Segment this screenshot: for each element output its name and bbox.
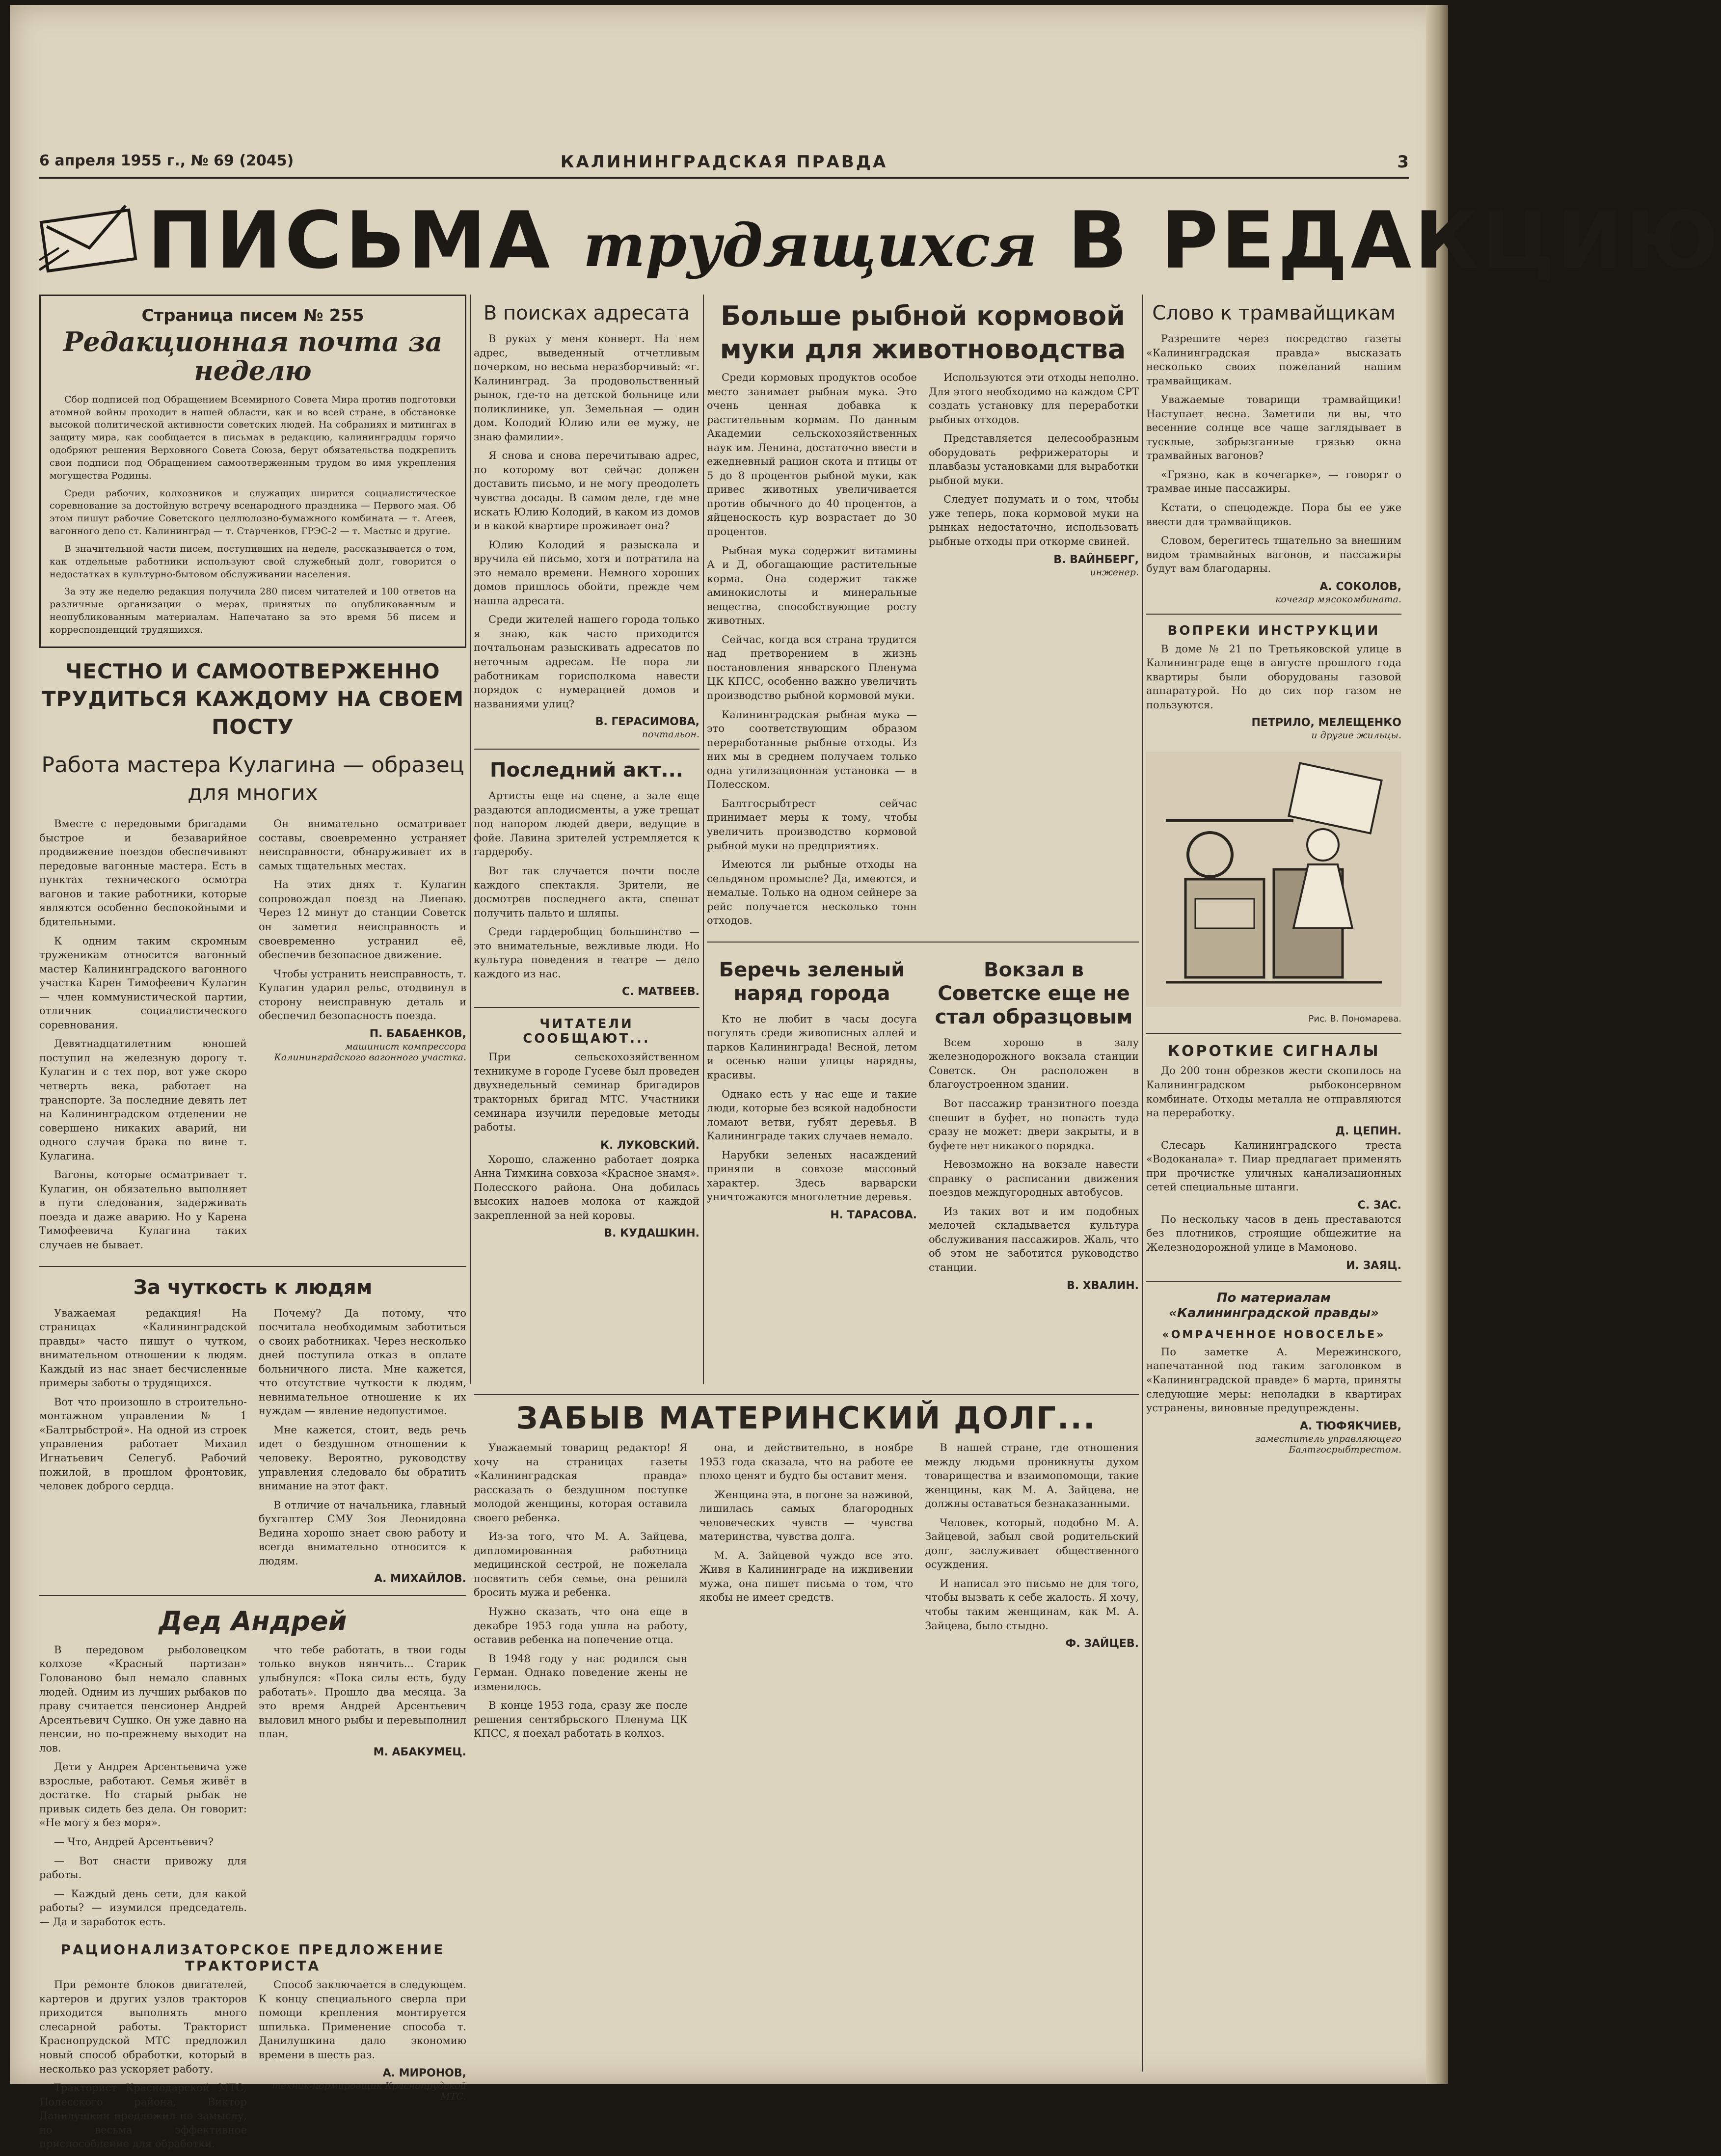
author-signature: В. ХВАЛИН. [1067, 1279, 1139, 1292]
article-paragraph: Кто не любит в часы досуга погулять среди живописных аллей и парков Калининграда! Весной, летом и осенью наши улицы нарядны, красивы. [707, 1013, 917, 1081]
ded-title: Дед Андрей [159, 1606, 347, 1637]
article-paragraph: Из-за того, что М. А. Зайцева, дипломированная работница медицинской сестрой, не пожелала посвятить себя семье, она решила бросить мужа и ребенка. [474, 1531, 688, 1599]
article-paragraph: Чтобы устранить неисправность, т. Кулагин ударил рельс, отодвинул в сторону неисправную деталь и обеспечил безопасность поезда. [259, 968, 467, 1022]
article-paragraph: Уважаемые товарищи трамвайщики! Наступает весна. Заметили ли вы, что весенние солнце все чаще заглядывает в тусклые, забрызганные грязью окна трамвайных вагонов? [1146, 394, 1401, 462]
mail-paragraph: Среди рабочих, колхозников и служащих ширится социалистическое соревнование за достойную встречу всенародного праздника — Первого мая. Об этом пишут рабочие Советского целлюлозно-бумажного комбината — т. Агеев, вагонного депо ст. Калининград — т. Старченков, ГРЭС-2 — т. Мастыс и другие. [50, 487, 456, 537]
column-rule [470, 295, 471, 1384]
article-paragraph: Разрешите через посредство газеты «Калининградская правда» высказать несколько своих пожеланий нашим трамвайщикам. [1146, 333, 1401, 387]
article-paragraph: Сейчас, когда вся страна трудится над претворением в жизнь постановления январского Пленума ЦК КПСС, особенно важно увеличить производство рыбной кормовой муки. [707, 633, 917, 702]
column-rule [1142, 295, 1143, 2072]
author-signature: М. АБАКУМЕЦ. [373, 1746, 466, 1758]
article-paragraph: Уважаемая редакция! На страницах «Калининградской правды» часто пишут о чутком, внимательном отношении к людям. Каждый из нас знает бесчисленные примеры заботы о трудящихся. [39, 1307, 247, 1389]
article-paragraph: Он внимательно осматривает составы, своевременно устраняет неисправности, обнаруживает их в самых тщательных местах. [259, 818, 466, 872]
author-signature: И. ЗАЯЦ. [1346, 1259, 1401, 1272]
author-signature: ПЕТРИЛО, МЕЛЕЩЕНКО [1251, 717, 1401, 729]
signals-title: КОРОТКИЕ СИГНАЛЫ [1167, 1043, 1380, 1060]
envelope-icon [39, 201, 137, 275]
rac-article [39, 1978, 466, 2156]
author-signature: К. ЛУКОВСКИЙ. [600, 1139, 699, 1152]
mail-summary-box [39, 295, 466, 648]
column-rule [703, 295, 704, 1384]
fishmeal-article [707, 371, 1139, 933]
article-paragraph: Вместе с передовыми бригадами быстрое и безаварийное продвижение поездов обеспечивают передовые вагонные мастера. Есть в пунктах технического осмотра вагонов и такие работники, которые являются особенно беспокойными и бдительными. [39, 818, 247, 928]
author-signature: П. БАБАЕНКОВ, [369, 1027, 466, 1040]
chutkost-title: За чуткость к людям [133, 1276, 373, 1299]
newspaper-page [10, 5, 1721, 2150]
article-paragraph: Балтгосрыбтрест сейчас принимает меры к тому, чтобы увеличить производство кормовой рыбной муки на предприятиях. [707, 797, 917, 852]
banner-left: ПИСЬМА [147, 194, 553, 286]
article-paragraph: «Грязно, как в кочегарке», — говорят о трамвае иные пассажиры. [1146, 468, 1401, 495]
article-paragraph: В отличие от начальника, главный бухгалтер СМУ Зоя Леонидовна Ведина хорошо знает свою работу и всегда внимательно относится к людям. [259, 1499, 466, 1567]
column-4 [1146, 295, 1401, 1461]
column-1 [39, 295, 466, 2156]
materials-title: По материалам «Калининградской правды» [1168, 1290, 1379, 1321]
page-edge [1426, 5, 1448, 2084]
divider [707, 942, 1139, 943]
article-paragraph: Уважаемый товарищ редактор! Я хочу на страницах газеты «Калининградская правда» рассказать о бездушном поступке молодой женщины, которая оставила своего ребенка. [474, 1442, 688, 1524]
divider [474, 1394, 1139, 1395]
author-signature: Д. ЦЕПИН. [1335, 1125, 1401, 1137]
article-paragraph: М. А. Зайцевой чуждо все это. Живя в Калининграде на иждивении мужа, она пишет письма о том, что якобы не имеет средств. [699, 1549, 914, 1604]
article-paragraph: Я снова и снова перечитываю адрес, по которому вот сейчас должен доставить письмо, и не могу преодолеть чувства досады. В самом деле, где мне искать Юлию Колодий, в каком из домов и в какой квартире проживает она? [474, 450, 699, 532]
headline-caps: ЧЕСТНО И САМООТВЕРЖЕННО ТРУДИТЬСЯ КАЖДОМУ НА СВОЕМ ПОСТУ [41, 659, 464, 739]
kulagin-title: Работа мастера Кулагина — образец для многих [41, 752, 464, 806]
mail-paragraph: Сбор подписей под Обращением Всемирного Совета Мира против подготовки атомной войны проходит в нашей области, как и во всей стране, в обстановке высокой политической активности советских людей. На собраниях и митингах в защиту мира, как сообщается в письмах в редакцию, калининградцы горячо одобряют решения Верховного Совета Союза, берут обязательства подкрепить свои подписи под Обращением самоотверженным трудом во имя укрепления могущества Родины. [50, 394, 456, 481]
divider [39, 1595, 466, 1596]
readers-report-title: ЧИТАТЕЛИ СООБЩАЮТ... [523, 1017, 650, 1047]
novoselie-title: «ОМРАЧЕННОЕ НОВОСЕЛЬЕ» [1162, 1328, 1386, 1341]
divider [1146, 614, 1401, 615]
article-paragraph: В руках у меня конверт. На нем адрес, выведенный отчетливым почерком, но весьма неразборчивый: «г. Калининград. За продовольственный рынок, где-то на детской больнице или поликлинике, ул. Земельная — один дом. Колодий Юлию или ее мужу, не знаю фамилии». [474, 333, 699, 443]
article-paragraph: При сельскохозяйственном техникуме в городе Гусеве был проведен двухнедельный семинар бригадиров тракторных бригад МТС. Участники семинара изучили передовые методы работы. [474, 1051, 699, 1133]
article-paragraph: На этих днях т. Кулагин сопровождал поезд на Лиепаю. Через 12 минут до станции Советск он заметил неисправность и своевременно устранил её, обеспечив безопасное движение. [259, 879, 466, 961]
author-signature: С. ЗАС. [1357, 1199, 1401, 1212]
article-paragraph: она, и действительно, в ноябре 1953 года сказала, что на работе ее плохо ценят и будто бы оставит меня. [699, 1442, 914, 1482]
debt-columns [474, 1441, 1139, 1746]
debt-title: ЗАБЫВ МАТЕРИНСКИЙ ДОЛГ... [516, 1400, 1097, 1436]
article-paragraph: В нашей стране, где отношения между людьми проникнуты духом товарищества и взаимопомощи, такие женщины, как М. А. Зайцева, не должны оставаться безнаказанными. [925, 1442, 1139, 1510]
dialogue-line: — Что, Андрей Арсентьевич? [54, 1835, 214, 1848]
author-signature: С. МАТВЕЕВ. [621, 986, 699, 998]
article-paragraph: Вот так случается почти после каждого спектакля. Зрители, не досмотрев последнего акта, спешат получить пальто и шляпы. [474, 864, 699, 919]
article-paragraph: По нескольку часов в день преставаются без плотников, строящие общежитие на Железнодорожной улице в Мамоново. [1146, 1213, 1401, 1253]
author-role: заместитель управляющего Балтгосрыбтрестом. [1255, 1433, 1401, 1455]
article-paragraph: Способ заключается в следующем. К концу специального сверла при помощи крепления монтируется шпилька. Применение способа т. Данилушкина дало экономию времени в шесть раз. [259, 1979, 466, 2061]
article-paragraph: Вагоны, которые осматривает т. Кулагин, он обязательно выполняет в пути следования, задерживать поезда и даже аварию. Но у Карена Тимофеевича Кулагина таких случаев не бывает. [39, 1169, 247, 1251]
article-paragraph: Рыбная мука содержит витамины А и Д, обогащающие растительные корма. Она содержит также аминокислоты и минеральные вещества, способствующие росту животных. [707, 544, 917, 627]
author-signature: В. ГЕРАСИМОВА, [595, 716, 699, 728]
column-3 [707, 295, 1139, 1293]
divider [39, 1266, 466, 1267]
author-role: кочегар мясокомбината. [1275, 593, 1401, 605]
mail-title: Редакционная почта за неделю [63, 326, 443, 387]
author-signature: Ф. ЗАЙЦЕВ. [1065, 1638, 1139, 1650]
article-paragraph: что тебе работать, в твои годы только внуков нянчить... Старик улыбнулся: «Пока силы есть, буду работать». Прошло два месяца. За это время Андрей Арсентьевич выловил много рыбы и перевыполнил план. [259, 1644, 466, 1740]
section-banner [39, 191, 1721, 290]
article-paragraph: Нарубки зеленых насаждений приняли в совхозе массовый характер. Здесь варварски уничтожаются многолетние деревья. [707, 1149, 917, 1203]
article-paragraph: Среди кормовых продуктов особое место занимает рыбная мука. Это очень ценная добавка к растительным кормам. По данным Академии сельскохозяйственных наук им. Ленина, достаточно ввести в ежедневный рацион скота и птицы от 5 до 8 процентов рыбной муки, как привес животных увеличивается против обычного до 40 процентов, а яйценоскость кур возрастает до 30 процентов. [707, 372, 917, 538]
article-paragraph: Женщина эта, в погоне за наживой, лишилась самых благородных человеческих чувств — чувства материнства, чувства долга. [699, 1488, 914, 1543]
article-paragraph: При ремонте блоков двигателей, картеров и других узлов тракторов приходится выполнять много слесарной работы. Тракторист Краснопрудской МТС предложил новый способ обработки, который в несколько раз ускоряет работу. [39, 1979, 247, 2075]
article-paragraph: Невозможно на вокзале навести справку о расписании движения поездов междугородных автобусов. [929, 1159, 1139, 1199]
article-paragraph: Нужно сказать, что она еще в декабре 1953 года ушла на работу, оставив ребенка на попечение отца. [474, 1606, 688, 1646]
article-paragraph: Вот что произошло в строительно-монтажном управлении № 1 «Балтрыбстрой». На одной из строек управления работает Михаил Игнатьевич Селегуб. Рабочий пожилой, в прошлом фронтовик, человек доброго сердца. [39, 1396, 247, 1492]
divider [474, 1007, 699, 1008]
dialogue-line: — Каждый день сети, для какой работы? — изумился председатель. — Да и заработок есть. [39, 1887, 247, 1928]
article-paragraph: Почему? Да потому, что посчитала необходимым заботиться о своих работниках. Через несколько дней поступила отказ в оплате больничного листа. Мне кажется, что отсутствие чуткости к людям, невнимательное отношение к их нуждам — явление недопустимое. [259, 1307, 466, 1417]
article-paragraph: Дети у Андрея Арсентьевича уже взрослые, работают. Семья живёт в достатке. Но старый рыбак не привык сидеть без дела. Он говорит: «Не могу я без моря». [39, 1761, 247, 1829]
article-paragraph: Калининградская рыбная мука — это соответствующим образом переработанные рыбные отходы. Из них мы в среднем получаем только одна утилизационная установка — в Полесском. [707, 708, 917, 791]
mail-paragraph: В значительной части писем, поступивших на неделе, рассказывается о том, как отдельные работники используют свой служебный долг, говорится о недостатках в культурно-бытовом обслуживании населения. [50, 543, 456, 580]
issue-date: 6 апреля 1955 г., № 69 (2045) [39, 152, 294, 169]
author-signature: А. МИРОНОВ, [382, 2067, 466, 2079]
voprek-title: ВОПРЕКИ ИНСТРУКЦИИ [1167, 623, 1380, 638]
article-paragraph: Имеются ли рыбные отходы на сельдяном промысле? Да, имеются, и немалые. Только на одном сейнере за рейс получается несколько тонн отходов. [707, 859, 917, 927]
article-paragraph: До 200 тонн обрезков жести скопилось на Калининградском рыбоконсервном комбинате. Отходы металла не отправляются на переработку. [1146, 1065, 1401, 1119]
article-paragraph: Хорошо, слаженно работает доярка Анна Тимкина совхоза «Красное знамя». Полесского района. Она добилась высоких надоев молока от каждой закрепленной за ней коровы. [474, 1153, 699, 1221]
article-paragraph: Мне кажется, стоит, ведь речь идет о бездушном отношении к человеку. Вероятно, руководству управления следовало бы обратить внимание на этот факт. [259, 1424, 466, 1492]
article-paragraph: Словом, берегитесь тщательно за внешним видом трамвайных вагонов, и пассажиры будут вам благодарны. [1146, 535, 1401, 575]
greenery-title: Беречь зеленый наряд города [719, 958, 905, 1005]
article-paragraph: К одним таким скромным труженикам относится вагонный мастер Калининградского вагонного участка Карен Тимофеевич Кулагин — член коммунистической партии, отличник социалистического соревнования. [39, 935, 247, 1031]
tram-title: Слово к трамвайщикам [1152, 302, 1396, 324]
article-paragraph: Юлию Колодий я разыскала и вручила ей письмо, хотя и потратила на это немало времени. Немного хороших домов пришлось обойти, прежде чем нашла адресата. [474, 539, 699, 607]
article-paragraph: Среди гардеробщиц большинство — это внимательные, вежливые люди. Но культура поведения в театре — дело каждого из нас. [474, 926, 699, 980]
letters-page-kicker: Страница писем № 255 [141, 306, 364, 325]
newspaper-name: КАЛИНИНГРАДСКАЯ ПРАВДА [560, 152, 888, 172]
author-role: техник-нормировщик Краснопрудской МТС. [272, 2080, 466, 2102]
cartoon-illustration [1146, 752, 1401, 1007]
author-signature: В. ВАЙНБЕРГ, [1053, 553, 1139, 566]
article-paragraph: Кстати, о спецодежде. Пора бы ее уже ввести для трамвайщиков. [1146, 502, 1401, 528]
article-paragraph: И написал это письмо не для того, чтобы вызвать к себе жалость. Я хочу, чтобы таким женщинам, как М. А. Зайцева, было стыдно. [925, 1577, 1139, 1632]
lower-articles [707, 951, 1139, 1293]
adresat-title: В поисках адресата [483, 302, 690, 324]
author-signature: Н. ТАРАСОВА. [830, 1209, 917, 1221]
column-2 [474, 295, 699, 1240]
author-role: машинист компрессора Калининградского вагонного участка. [274, 1041, 466, 1063]
divider [474, 749, 699, 750]
divider [1146, 1281, 1401, 1282]
article-paragraph: Следует подумать и о том, чтобы уже теперь, пока кормовой муки на рынках недостаточно, использовать рыбные отходы при откорме свиней. [929, 493, 1139, 548]
author-signature: В. КУДАШКИН. [604, 1227, 699, 1240]
masthead-rule [39, 177, 1409, 179]
divider [1146, 1033, 1401, 1034]
rac-title: РАЦИОНАЛИЗАТОРСКОЕ ПРЕДЛОЖЕНИЕ ТРАКТОРИСТА [60, 1941, 445, 1974]
kulagin-article [39, 817, 466, 1257]
author-signature: А. ТЮФЯКЧИЕВ, [1300, 1420, 1401, 1432]
mail-paragraph: За эту же неделю редакция получила 280 писем читателей и 100 ответов на различные организации о мерах, принятых по опубликованным и неопубликованным материалам. Напечатано за это время 56 писем и корреспонденций трудящихся. [50, 586, 456, 635]
article-paragraph: В передовом рыболовецком колхозе «Красный партизан» Голованово был немало славных людей. Одним из лучших рыбаков по праву считается пенсионер Андрей Арсентьевич Сушко. Он уже давно на пенсии, но по-прежнему выходит на лов. [39, 1644, 247, 1754]
article-paragraph: Артисты еще на сцене, а зале еще раздаются аплодисменты, а уже трещат под напором людей двери, ведущие в фойе. Лавина зрителей устремляется к гардеробу. [474, 790, 699, 858]
article-paragraph: Девятнадцатилетним юношей поступил на железную дорогу т. Кулагин и с тех пор, вот уже скоро четверть века, работает на транспорте. За последние девять лет на Калининградском отделении не совершено никаких аварий, ни одного случая брака по вине т. Кулагина. [39, 1038, 247, 1162]
article-paragraph: В доме № 21 по Третьяковской улице в Калининграде еще в августе прошлого года квартиры были оборудованы газовой аппаратурой. Но до сих пор газом не пользуются. [1146, 643, 1401, 711]
article-paragraph: Вот пассажир транзитного поезда спешит в буфет, но попасть туда сразу не может: двери закрыты, и в буфете нет никакого порядка. [929, 1097, 1139, 1152]
author-role: инженер. [1090, 566, 1139, 578]
author-role: почтальон. [642, 729, 699, 740]
station-title: Вокзал в Советске еще не стал образцовым [935, 958, 1133, 1028]
article-paragraph: Человек, который, подобно М. А. Зайцевой, забыл свой родительский долг, заслуживает общественного осуждения. [925, 1516, 1139, 1571]
article-paragraph: Из таких вот и им подобных мелочей складывается культура обслуживания пассажиров. Жаль, что об этом не заботится руководство станции. [929, 1205, 1139, 1273]
page-number: 3 [1397, 152, 1409, 172]
article-paragraph: Однако есть у нас еще и такие люди, которые без всякой надобности ломают ветви, губят деревья. В Калининграде таких случаев немало. [707, 1088, 917, 1142]
banner-script: трудящихся [583, 211, 1038, 281]
author-signature: А. МИХАЙЛОВ. [374, 1573, 466, 1586]
article-paragraph: Используются эти отходы неполно. Для этого необходимо на каждом СРТ создать установку для переработки рыбных отходов. [929, 372, 1139, 426]
article-paragraph: Всем хорошо в залу железнодорожного вокзала станции Советск. Он расположен в благоустроенном здании. [929, 1036, 1139, 1091]
article-paragraph: В 1948 году у нас родился сын Герман. Однако поведение жены не изменилось. [474, 1652, 688, 1693]
banner-title [147, 194, 1721, 290]
akt-title: Последний акт... [490, 759, 683, 782]
article-paragraph: Среди жителей нашего города только я знаю, как часто приходится почтальонам разыскивать адресатов по неточным адресам. Не пора ли работникам горисполкома навести порядок с нумерацией домов и названиями улиц? [474, 614, 699, 710]
banner-right: В РЕДАКЦИЮ [1067, 194, 1721, 286]
article-paragraph: Представляется целесообразным оборудовать рефрижераторы и плавбазы установками для выработки рыбной муки. [929, 432, 1139, 486]
chutkost-article [39, 1306, 466, 1587]
fishmeal-title: Больше рыбной кормовой муки для животноводства [720, 300, 1126, 365]
article-paragraph: В конце 1953 года, сразу же после решения сентябрьского Пленума ЦК КПСС, я поехал работать в колхоз. [474, 1699, 688, 1740]
author-signature: А. СОКОЛОВ, [1319, 580, 1401, 593]
bottom-article [474, 1394, 1401, 1746]
illustration-caption: Рис. В. Пономарева. [1308, 1014, 1401, 1024]
article-paragraph: Тракторист Краснодарской МТС, Полесского района, Виктор Данилушкин предложил по замыслу, но весьма эффективное приспособление для обработки. [39, 2082, 247, 2150]
author-role: и другие жильцы. [1311, 730, 1401, 741]
ded-article [39, 1643, 466, 1934]
dialogue-line: — Вот снасти привожу для работы. [39, 1855, 247, 1881]
article-paragraph: Слесарь Калининградского треста «Водоканала» т. Пиар предлагает применять при прочистке уличных канализационных сетей специальные штанги. [1146, 1139, 1401, 1193]
article-paragraph: По заметке А. Мережинского, напечатанной под таким заголовком в «Калининградской правде» 6 марта, приняты следующие меры: неполадки в квартирах устранены, виновные предупреждены. [1146, 1346, 1401, 1414]
